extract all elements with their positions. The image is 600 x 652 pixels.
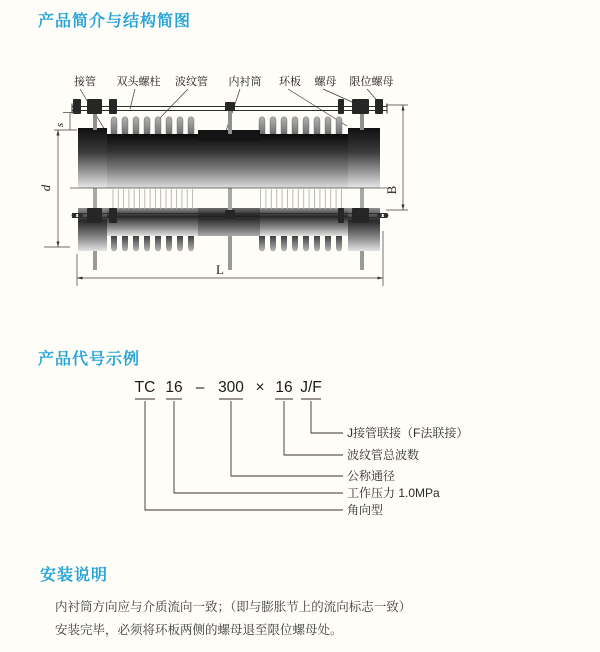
code-annotation-diameter: 公称通径	[347, 469, 396, 483]
part-label-limit-nut: 限位螺母	[349, 76, 394, 88]
code-annotation-connection: J接管联接（F法联接）	[347, 426, 469, 440]
bellows-section-lines	[113, 189, 342, 209]
structure-diagram	[30, 68, 450, 298]
dim-label-d: d	[38, 184, 53, 192]
part-label-ring-plate: 环板	[279, 76, 301, 88]
section-heading-install: 安装说明	[40, 567, 109, 584]
code-seg-connection: J/F	[300, 379, 322, 396]
part-label-bellows: 波纹管	[175, 76, 208, 88]
install-line-2: 安装完毕，必须将环板两侧的螺母退至限位螺母处。	[55, 622, 343, 637]
code-seg-type: TC	[134, 379, 156, 396]
code-connectors	[145, 401, 343, 510]
product-code-diagram	[120, 372, 520, 522]
code-seg-diameter: 300	[218, 379, 244, 396]
dim-label-b: B	[384, 185, 399, 195]
code-annotation-waves: 波纹管总波数	[347, 448, 420, 462]
part-label-connecting-pipe: 接管	[74, 76, 96, 88]
install-instructions	[55, 596, 411, 641]
part-label-stud: 双头螺柱	[116, 76, 161, 88]
dim-label-s: s	[54, 122, 66, 128]
part-label-inner-liner: 内衬筒	[228, 76, 262, 88]
code-seg-dash: –	[195, 379, 205, 396]
dim-label-l: L	[216, 262, 224, 277]
code-seg-times: ×	[255, 379, 265, 396]
part-label-nut: 螺母	[314, 76, 337, 88]
code-annotation-type: 角向型	[347, 503, 384, 517]
code-annotation-pressure: 工作压力 1.0MPa	[347, 486, 440, 500]
install-line-1: 内衬筒方向应与介质流向一致；（即与膨胀节上的流向标志一致）	[55, 600, 412, 614]
product-code	[135, 379, 322, 396]
code-seg-pressure: 16	[165, 379, 183, 396]
bellows-teeth-lower	[111, 236, 342, 251]
section-heading-intro: 产品简介与结构简图	[38, 13, 192, 30]
code-seg-waves: 16	[275, 379, 293, 396]
section-heading-code: 产品代号示例	[38, 351, 141, 368]
